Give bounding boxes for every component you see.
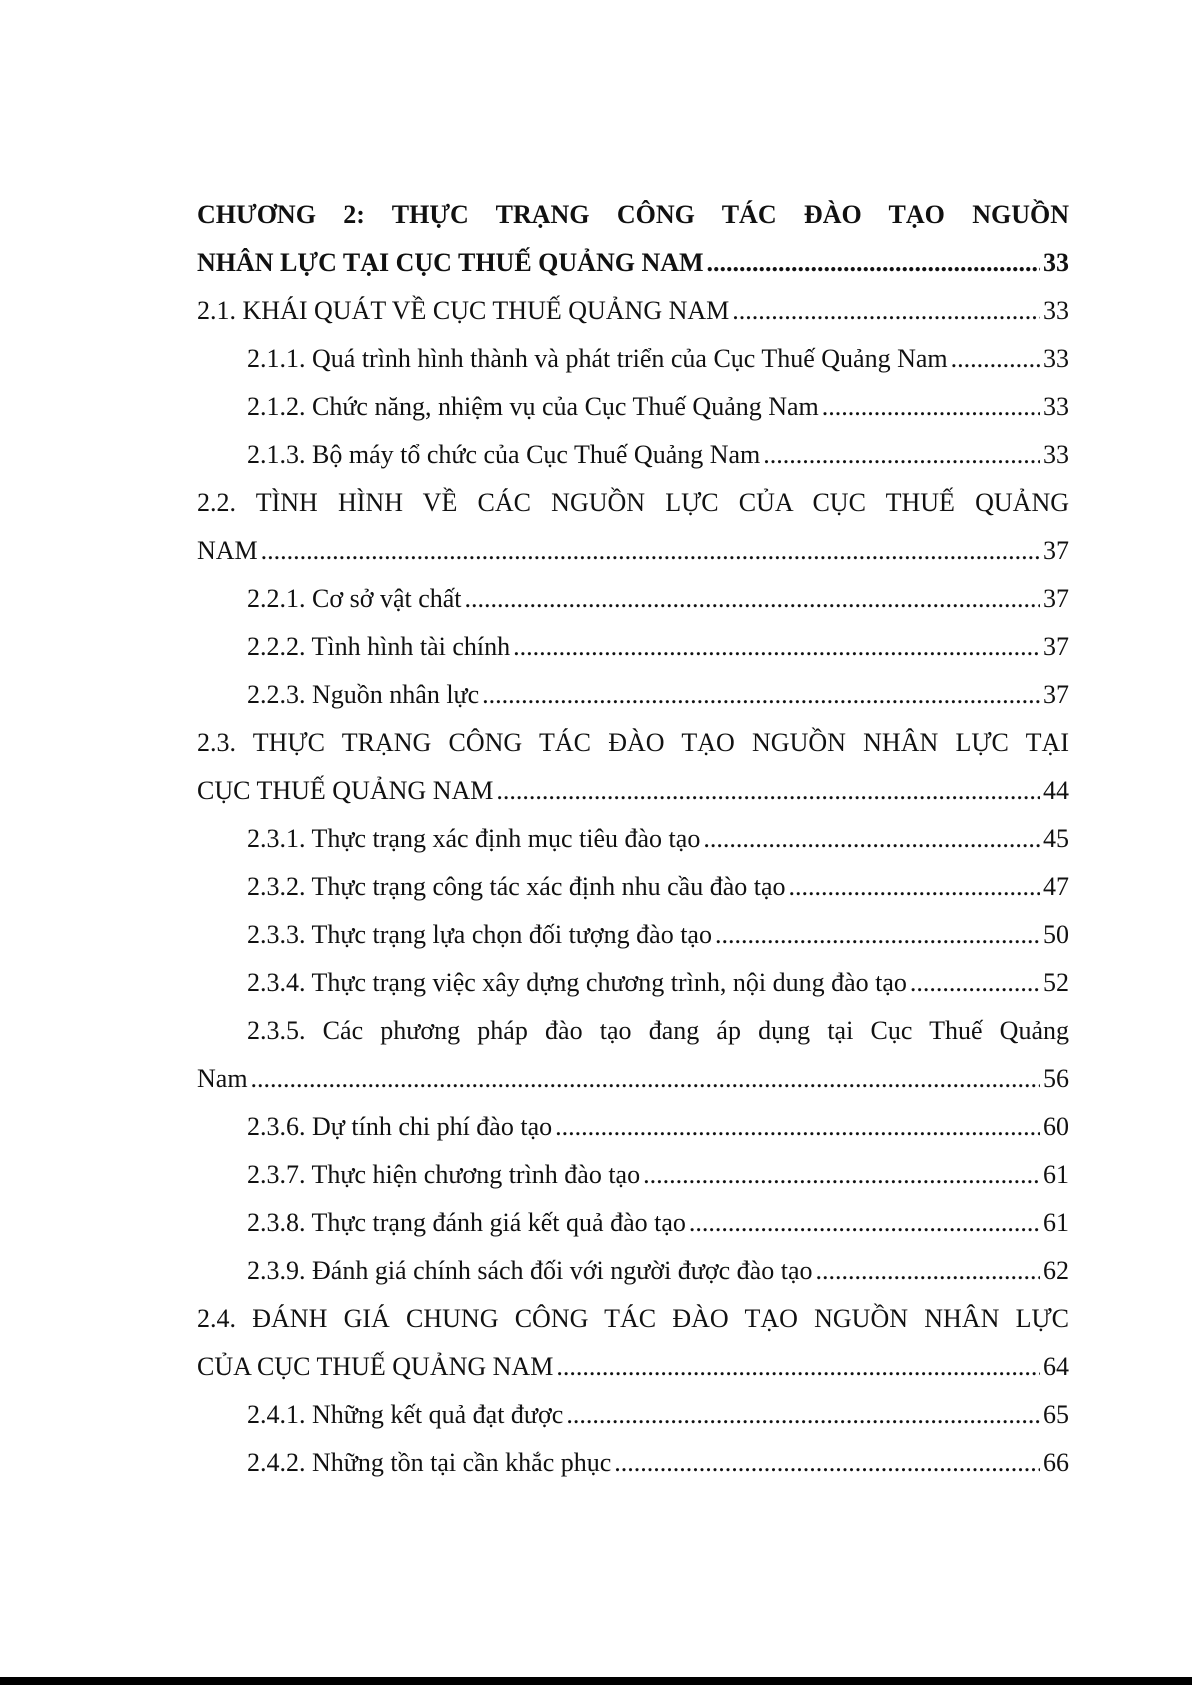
toc-page-number: 60 — [1043, 1112, 1069, 1141]
toc-entry-label: 2.4.1. Những kết quả đạt được — [247, 1400, 564, 1429]
toc-page-number: 37 — [1043, 536, 1069, 565]
toc-entry-label: 2.2.2. Tình hình tài chính — [247, 632, 511, 661]
toc-page-number: 37 — [1043, 632, 1069, 661]
dot-leader — [689, 1208, 1040, 1238]
dot-leader — [556, 1352, 1040, 1382]
toc-entry-label: 2.3.3. Thực trạng lựa chọn đối tượng đào tạo — [247, 920, 712, 949]
toc-page-number: 45 — [1043, 824, 1069, 853]
toc-entry[interactable] — [197, 1343, 1069, 1391]
toc-page-number: 37 — [1043, 680, 1069, 709]
toc-entry-label: 2.3.1. Thực trạng xác định mục tiêu đào tạo — [247, 824, 701, 853]
dot-leader — [261, 536, 1040, 566]
toc-entry[interactable] — [197, 287, 1069, 335]
toc-entry[interactable] — [197, 1391, 1069, 1439]
toc-page-number: 50 — [1043, 920, 1069, 949]
toc-entry[interactable] — [197, 623, 1069, 671]
toc-entry-label: 2.4.2. Những tồn tại cần khắc phục — [247, 1448, 612, 1477]
toc-entry-label: 2.1.1. Quá trình hình thành và phát triển của Cục Thuế Quảng Nam — [247, 344, 948, 373]
toc-entry-label: CỦA CỤC THUẾ QUẢNG NAM — [197, 1352, 554, 1381]
dot-leader — [482, 680, 1040, 710]
toc-entry[interactable] — [197, 1439, 1069, 1487]
toc-entry-label: CỤC THUẾ QUẢNG NAM — [197, 776, 494, 805]
dot-leader — [715, 920, 1040, 950]
toc-entry-label: CHƯƠNG 2: THỰC TRẠNG CÔNG TÁC ĐÀO TẠO NGUỒN — [197, 200, 1069, 229]
toc-page-number: 33 — [1043, 392, 1069, 421]
toc-entry[interactable] — [197, 671, 1069, 719]
toc-entry-label: 2.2.1. Cơ sở vật chất — [247, 584, 462, 613]
toc-entry[interactable] — [197, 863, 1069, 911]
dot-leader — [763, 440, 1040, 470]
toc-entry[interactable] — [197, 959, 1069, 1007]
toc-entry[interactable] — [197, 527, 1069, 575]
toc-entry-label: Nam — [197, 1064, 248, 1093]
toc-page-number: 62 — [1043, 1256, 1069, 1285]
toc-entry-label: 2.3.5. Các phương pháp đào tạo đang áp dụng tại Cục Thuế Quảng — [247, 1016, 1069, 1045]
toc-page-number: 44 — [1043, 776, 1069, 805]
toc-entry[interactable] — [197, 431, 1069, 479]
toc-entry[interactable] — [197, 575, 1069, 623]
toc-entry[interactable] — [197, 1151, 1069, 1199]
toc-page-number: 52 — [1043, 968, 1069, 997]
toc-section-heading-line1 — [197, 1295, 1069, 1343]
toc-entry[interactable] — [197, 767, 1069, 815]
dot-leader — [643, 1160, 1040, 1190]
toc-page-number: 61 — [1043, 1160, 1069, 1189]
dot-leader — [816, 1256, 1041, 1286]
table-of-contents — [197, 191, 1069, 1487]
dot-leader — [951, 344, 1040, 374]
toc-entry[interactable] — [197, 239, 1069, 287]
toc-page-number: 66 — [1043, 1448, 1069, 1477]
toc-page-number: 47 — [1043, 872, 1069, 901]
toc-subsection-heading-line1 — [197, 1007, 1069, 1055]
toc-entry[interactable] — [197, 1055, 1069, 1103]
toc-entry-label: 2.2. TÌNH HÌNH VỀ CÁC NGUỒN LỰC CỦA CỤC THUẾ QUẢNG — [197, 488, 1069, 517]
toc-page-number: 33 — [1043, 248, 1069, 277]
dot-leader — [251, 1064, 1040, 1094]
dot-leader — [513, 632, 1040, 662]
toc-chapter-heading-line1 — [197, 191, 1069, 239]
toc-entry-label: NHÂN LỰC TẠI CỤC THUẾ QUẢNG NAM — [197, 248, 704, 277]
dot-leader — [910, 968, 1040, 998]
toc-entry[interactable] — [197, 815, 1069, 863]
toc-entry[interactable] — [197, 911, 1069, 959]
dot-leader — [707, 248, 1040, 278]
dot-leader — [822, 392, 1040, 422]
dot-leader — [789, 872, 1041, 902]
toc-entry[interactable] — [197, 1199, 1069, 1247]
toc-entry-label: 2.1.3. Bộ máy tổ chức của Cục Thuế Quảng Nam — [247, 440, 761, 469]
toc-entry[interactable] — [197, 1247, 1069, 1295]
toc-entry-label: 2.1.2. Chức năng, nhiệm vụ của Cục Thuế Quảng Nam — [247, 392, 819, 421]
toc-entry-label: 2.3.9. Đánh giá chính sách đối với người được đào tạo — [247, 1256, 813, 1285]
toc-entry-label: 2.3.7. Thực hiện chương trình đào tạo — [247, 1160, 641, 1189]
dot-leader — [703, 824, 1040, 854]
toc-page-number: 37 — [1043, 584, 1069, 613]
page-bottom-border — [0, 1677, 1192, 1685]
toc-entry[interactable] — [197, 1103, 1069, 1151]
dot-leader — [566, 1400, 1040, 1430]
toc-section-heading-line1 — [197, 719, 1069, 767]
dot-leader — [465, 584, 1040, 614]
toc-entry-label: NAM — [197, 536, 258, 565]
toc-page-number: 64 — [1043, 1352, 1069, 1381]
toc-entry-label: 2.3.4. Thực trạng việc xây dựng chương trình, nội dung đào tạo — [247, 968, 907, 997]
toc-entry-label: 2.1. KHÁI QUÁT VỀ CỤC THUẾ QUẢNG NAM — [197, 296, 730, 325]
toc-page-number: 56 — [1043, 1064, 1069, 1093]
toc-entry-label: 2.3.6. Dự tính chi phí đào tạo — [247, 1112, 553, 1141]
dot-leader — [732, 296, 1040, 326]
toc-entry-label: 2.3. THỰC TRẠNG CÔNG TÁC ĐÀO TẠO NGUỒN NHÂN LỰC TẠI — [197, 728, 1069, 757]
toc-entry-label: 2.4. ĐÁNH GIÁ CHUNG CÔNG TÁC ĐÀO TẠO NGUỒN NHÂN LỰC — [197, 1304, 1069, 1333]
toc-page-number: 61 — [1043, 1208, 1069, 1237]
toc-page-number: 33 — [1043, 344, 1069, 373]
toc-entry[interactable] — [197, 383, 1069, 431]
toc-entry-label: 2.2.3. Nguồn nhân lực — [247, 680, 480, 709]
toc-section-heading-line1 — [197, 479, 1069, 527]
toc-entry-label: 2.3.2. Thực trạng công tác xác định nhu cầu đào tạo — [247, 872, 786, 901]
toc-page-number: 65 — [1043, 1400, 1069, 1429]
toc-entry-label: 2.3.8. Thực trạng đánh giá kết quả đào tạo — [247, 1208, 686, 1237]
toc-page-number: 33 — [1043, 296, 1069, 325]
dot-leader — [614, 1448, 1040, 1478]
toc-page-number: 33 — [1043, 440, 1069, 469]
dot-leader — [496, 776, 1040, 806]
dot-leader — [555, 1112, 1040, 1142]
toc-entry[interactable] — [197, 335, 1069, 383]
